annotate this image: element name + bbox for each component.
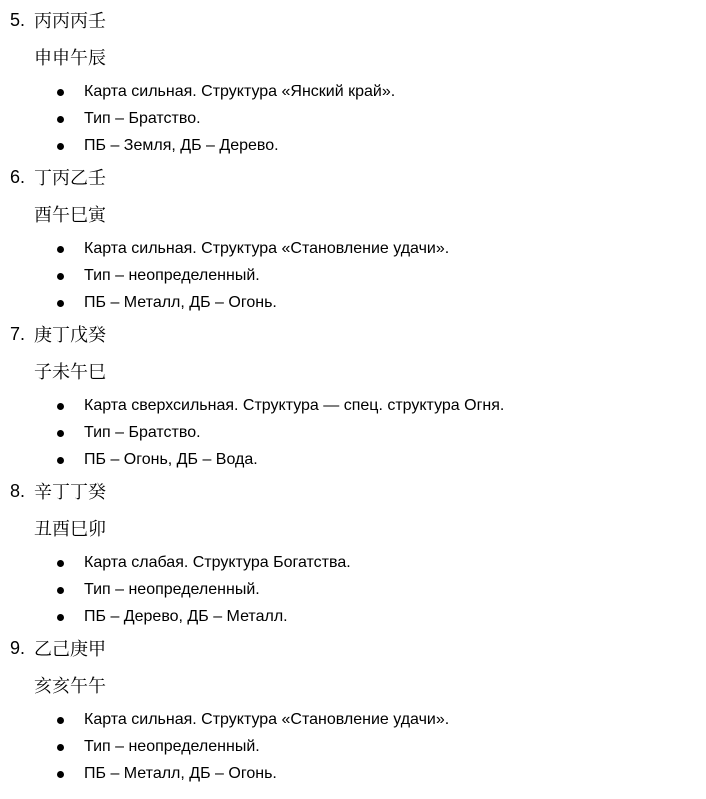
entry-number: 6. (10, 166, 26, 187)
list-item-text: Карта сверхсильная. Структура — спец. структура Огня. (84, 397, 505, 414)
list-item-text: Карта сильная. Структура «Янский край». (84, 83, 396, 100)
entry-heading (10, 8, 106, 32)
list-item-text: ПБ – Металл, ДБ – Огонь. (84, 765, 277, 782)
chart-entry (0, 157, 706, 314)
heavenly-stems: 丙丙丙壬 (34, 11, 106, 31)
list-item-text: Тип – Братство. (84, 424, 201, 441)
earthly-branches: 申申午辰 (34, 48, 106, 68)
entry-number: 9. (10, 637, 26, 658)
list-item-text: Карта сильная. Структура «Становление удачи». (84, 240, 450, 257)
entry-heading (10, 479, 106, 503)
bullet-icon (57, 430, 64, 437)
bullet-icon (57, 403, 64, 410)
bullet-icon (57, 771, 64, 778)
bullet-icon (57, 273, 64, 280)
heavenly-stems: 乙己庚甲 (34, 639, 106, 659)
entry-heading (10, 322, 106, 346)
list-item-text: Карта слабая. Структура Богатства. (84, 554, 351, 571)
chart-entry (0, 314, 706, 471)
list-item-text: Тип – неопределенный. (84, 267, 260, 284)
list-item-text: Тип – неопределенный. (84, 738, 260, 755)
heavenly-stems: 丁丙乙壬 (34, 168, 106, 188)
earthly-branches: 子未午巳 (34, 362, 106, 382)
bullet-icon (57, 246, 64, 253)
chart-entry (0, 0, 706, 157)
entry-number: 5. (10, 9, 26, 30)
bullet-icon (57, 744, 64, 751)
list-item-text: Карта сильная. Структура «Становление удачи». (84, 711, 450, 728)
bullet-icon (57, 457, 64, 464)
earthly-branches: 亥亥午午 (34, 676, 106, 696)
entry-number: 8. (10, 480, 26, 501)
list-item-text: ПБ – Земля, ДБ – Дерево. (84, 137, 279, 154)
chart-entry (0, 628, 706, 785)
chart-entry (0, 471, 706, 628)
entry-heading (10, 165, 106, 189)
list-item-text: ПБ – Дерево, ДБ – Металл. (84, 608, 288, 625)
bullet-icon (57, 89, 64, 96)
list-item-text: ПБ – Металл, ДБ – Огонь. (84, 294, 277, 311)
bullet-icon (57, 717, 64, 724)
entry-heading (10, 636, 106, 660)
earthly-branches: 丑酉巳卯 (34, 519, 106, 539)
bullet-icon (57, 560, 64, 567)
bullet-icon (57, 143, 64, 150)
list-item-text: Тип – неопределенный. (84, 581, 260, 598)
list-item-text: ПБ – Огонь, ДБ – Вода. (84, 451, 258, 468)
bullet-icon (57, 587, 64, 594)
heavenly-stems: 辛丁丁癸 (34, 482, 106, 502)
bullet-icon (57, 614, 64, 621)
bullet-icon (57, 116, 64, 123)
earthly-branches: 酉午巳寅 (34, 205, 106, 225)
list-item-text: Тип – Братство. (84, 110, 201, 127)
entry-number: 7. (10, 323, 26, 344)
heavenly-stems: 庚丁戊癸 (34, 325, 106, 345)
bullet-icon (57, 300, 64, 307)
